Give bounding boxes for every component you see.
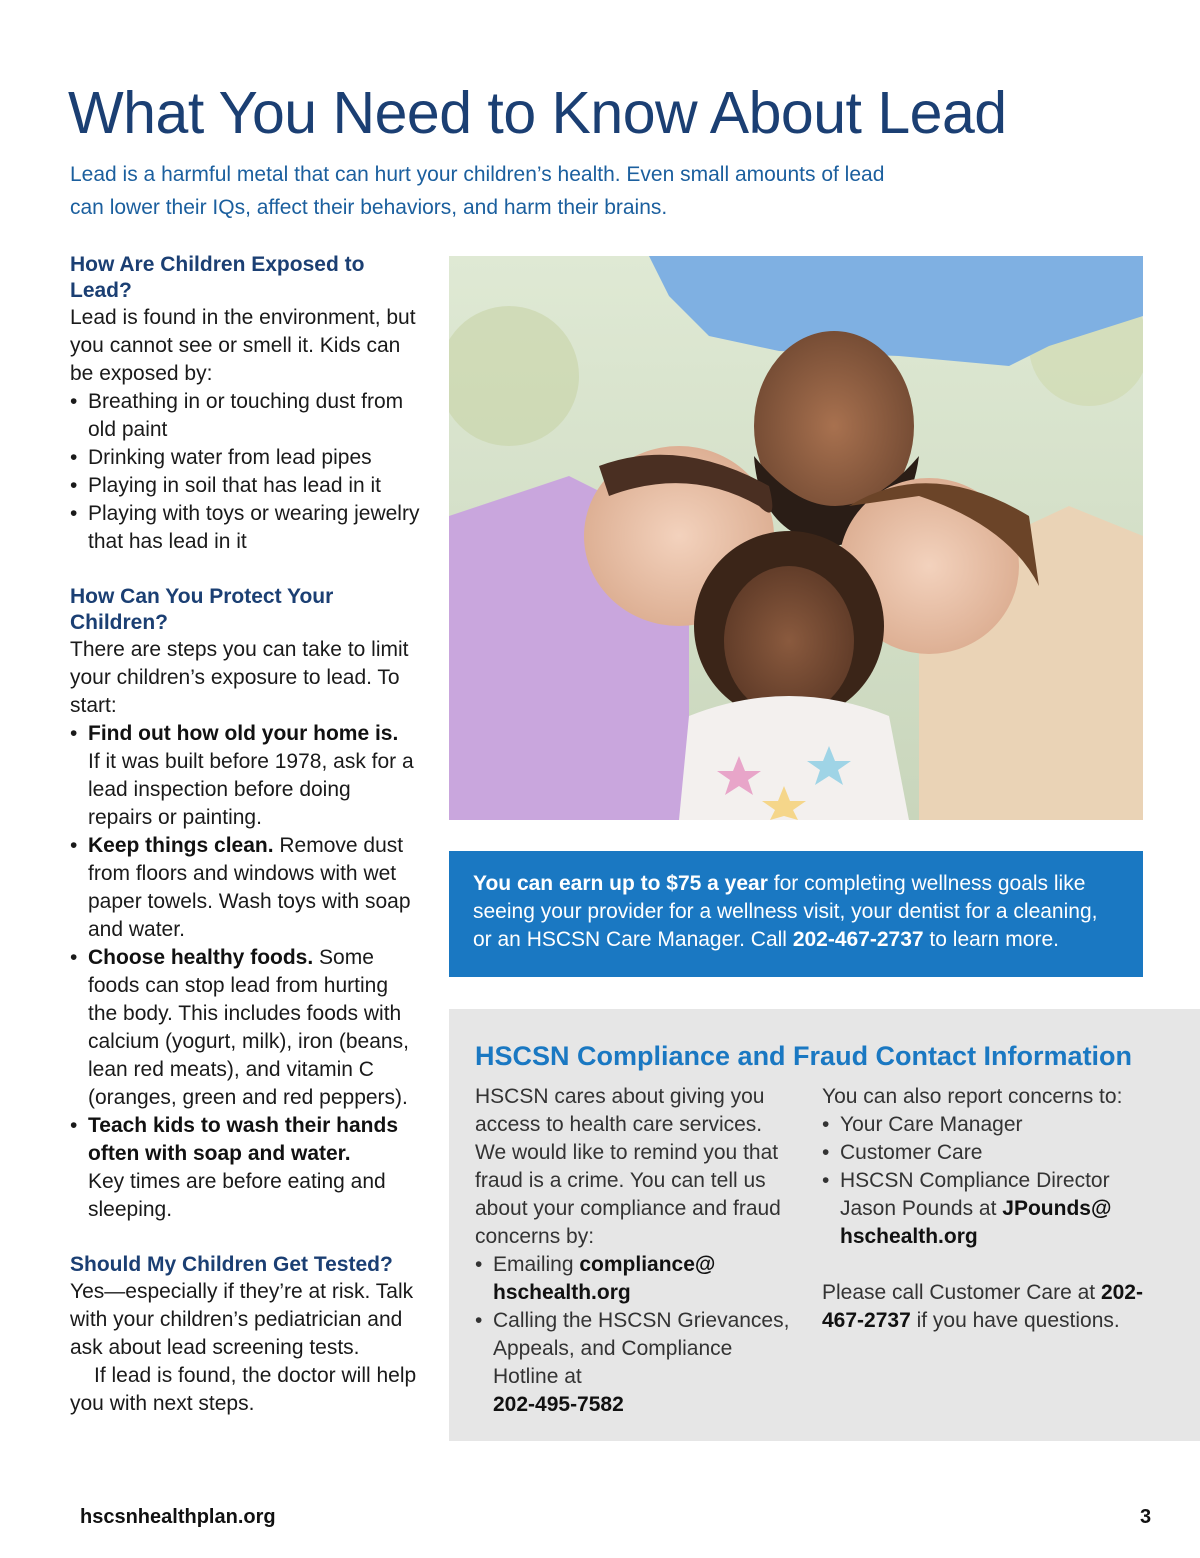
list-item-text: If it was built before 1978, ask for a lead inspection before doing repairs or painting. — [88, 750, 414, 829]
list-item — [822, 1167, 1162, 1251]
list-item — [70, 944, 420, 1112]
page-title: What You Need to Know About Lead — [68, 80, 1007, 146]
compliance-col2-body: You can also report concerns to: — [822, 1085, 1123, 1108]
list-item-text: HSCSN Compliance Director Jason Pounds at — [840, 1169, 1110, 1220]
page-number: 3 — [1140, 1506, 1152, 1528]
callout-phone: 202-467-2737 — [792, 928, 924, 951]
left-column — [70, 252, 420, 1418]
tested-body: Yes—especially if they’re at risk. Talk with your children’s pediatrician and ask about lead screening tests. — [70, 1280, 414, 1359]
compliance-col-1 — [475, 1083, 795, 1419]
compliance-col1-body: HSCSN cares about giving you access to health care services. We would like to remind you that fraud is a crime. You can tell us about your compliance and fraud concerns by: — [475, 1085, 781, 1248]
list-item-bold: Keep things clean. — [88, 834, 274, 857]
compliance-box — [449, 1009, 1200, 1441]
email-link[interactable]: JPounds@ hschealth.org — [840, 1197, 1112, 1248]
list-item — [475, 1307, 795, 1419]
footer-site[interactable]: hscsnhealthplan.org — [80, 1506, 276, 1528]
list-item-text: Customer Care — [840, 1141, 983, 1164]
callout-bold: You can earn up to $75 a year — [473, 872, 768, 895]
list-item-text: Key times are before eating and sleeping. — [88, 1170, 386, 1221]
list-item: • Breathing in or touching dust from old paint — [70, 388, 420, 444]
protect-body: There are steps you can take to limit your children’s exposure to lead. To start: — [70, 638, 409, 717]
list-item-bold: Choose healthy foods. — [88, 946, 314, 969]
email-link[interactable]: compliance@ hschealth.org — [493, 1253, 716, 1304]
hotline-phone[interactable]: 202-495-7582 — [493, 1393, 624, 1416]
list-item: • Playing with toys or wearing jewelry that has lead in it — [70, 500, 420, 556]
customer-care-phone[interactable]: 202-467-2737 — [822, 1281, 1143, 1332]
list-item — [475, 1251, 795, 1307]
intro-text: Lead is a harmful metal that can hurt your children’s health. Even small amounts of lead can lower their IQs, affect their behaviors, and harm their brains. — [70, 163, 885, 219]
protect-list — [70, 720, 420, 1224]
exposed-list — [70, 388, 420, 556]
exposed-body: Lead is found in the environment, but you cannot see or smell it. Kids can be exposed by: — [70, 306, 416, 385]
callout-text-2: to learn more. — [923, 928, 1059, 951]
tested-heading: Should My Children Get Tested? — [70, 1253, 393, 1276]
compliance-col1-list — [475, 1251, 795, 1419]
list-item-text: Remove dust from floors and windows with wet paper towels. Wash toys with soap and water. — [88, 834, 411, 941]
list-item-text: Calling the HSCSN Grievances, Appeals, and Compliance Hotline at — [493, 1309, 790, 1388]
protect-heading: How Can You Protect Your Children? — [70, 585, 334, 634]
compliance-col-2 — [822, 1083, 1162, 1335]
list-item: • Playing in soil that has lead in it — [70, 472, 420, 500]
list-item — [70, 720, 420, 832]
compliance-col2-list — [822, 1111, 1162, 1251]
wellness-callout — [449, 851, 1143, 977]
call-text-post: if you have questions. — [910, 1309, 1120, 1332]
tested-body-2: If lead is found, the doctor will help you with next steps. — [70, 1364, 417, 1415]
list-item-bold: Find out how old your home is. — [88, 722, 399, 745]
list-item — [70, 1112, 420, 1224]
list-item-text: Emailing — [493, 1253, 580, 1276]
call-customer-care — [822, 1279, 1162, 1335]
list-item-bold: Teach kids to wash their hands often with soap and water. — [88, 1114, 399, 1165]
list-item-text: Some foods can stop lead from hurting the body. This includes foods with calcium (yogurt, milk), iron (beans, lean red meats), and vitamin C (oranges, green and red peppers). — [88, 946, 409, 1109]
list-item: • Drinking water from lead pipes — [70, 444, 420, 472]
callout-text — [473, 870, 1119, 954]
list-item — [70, 832, 420, 944]
children-photo — [449, 256, 1143, 820]
callout-text-1: for completing wellness goals like seeing your provider for a wellness visit, your dentist for a cleaning, or an HSCSN Care Manager. Call — [473, 872, 1098, 951]
list-item — [822, 1139, 1162, 1167]
compliance-title: HSCSN Compliance and Fraud Contact Information — [475, 1041, 1133, 1071]
call-text-pre: Please call Customer Care at — [822, 1281, 1101, 1304]
exposed-heading: How Are Children Exposed to Lead? — [70, 253, 365, 302]
list-item — [822, 1111, 1162, 1139]
list-item-text: Your Care Manager — [840, 1113, 1023, 1136]
